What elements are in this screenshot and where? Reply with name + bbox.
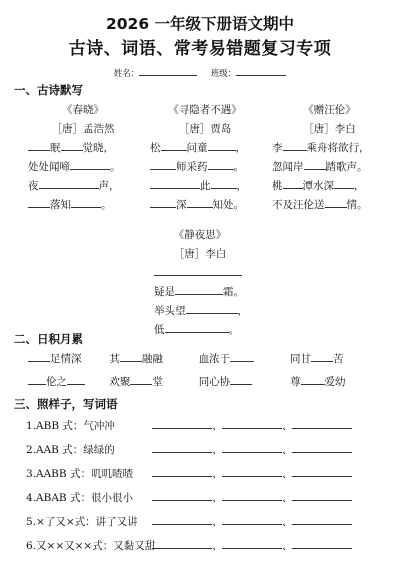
- poem-author: ［唐］李白: [303, 123, 356, 135]
- blank[interactable]: [311, 352, 333, 362]
- blank[interactable]: [152, 538, 212, 549]
- poem-line: 桃 潭水深 ，: [272, 180, 365, 192]
- exercise-abb: 1.ABB 式：气冲冲 、 、: [26, 418, 352, 433]
- poem-line: 落知 。: [28, 196, 138, 215]
- poem-chunxiao: [28, 101, 138, 215]
- blank[interactable]: [67, 375, 85, 385]
- name-label: 姓名：: [113, 69, 140, 79]
- blank[interactable]: [222, 514, 282, 525]
- exercise-you-x-you-x: 6.又××又××式：又黏又甜 、 、: [26, 538, 352, 553]
- poem-line: 李 乘舟将欲行，: [272, 142, 370, 154]
- exercise-aabb: 3.AABB 式：叽叽喳喳 、 、: [26, 466, 352, 481]
- blank[interactable]: [230, 352, 254, 362]
- blank[interactable]: [187, 198, 213, 208]
- poem-line: 低 。: [154, 324, 239, 336]
- blank[interactable]: [152, 466, 212, 477]
- idiom-row-1: 足情深 其 融融 血浓于 同甘 苦: [28, 351, 344, 366]
- blank[interactable]: [152, 442, 212, 453]
- poem-line: [140, 264, 260, 283]
- blank[interactable]: [292, 514, 352, 525]
- class-label: 班级：: [210, 69, 237, 79]
- poem-author: ［唐］贾岛: [178, 123, 232, 135]
- section-2-heading: 二、日积月累: [14, 332, 83, 346]
- exercise-abab: 4.ABAB 式：很小很小 、 、: [26, 490, 352, 505]
- blank[interactable]: [283, 141, 307, 151]
- blank[interactable]: [222, 442, 282, 453]
- name-class-line: [0, 67, 400, 79]
- poem-title: 《赠汪伦》: [303, 104, 356, 116]
- blank[interactable]: [28, 198, 50, 208]
- name-blank[interactable]: [139, 67, 197, 76]
- blank[interactable]: [28, 375, 46, 385]
- blank[interactable]: [283, 179, 303, 189]
- poem-jingyesi: [140, 226, 260, 340]
- blank[interactable]: [222, 490, 282, 501]
- blank[interactable]: [211, 179, 237, 189]
- poem-line: 疑是 霜。: [154, 286, 244, 298]
- blank[interactable]: [150, 179, 200, 189]
- blank[interactable]: [28, 352, 50, 362]
- idiom-row-2: 伦之 欢聚 堂 同心协 尊 爱幼: [28, 374, 346, 389]
- poem-line: 此 ，: [150, 177, 260, 196]
- poem-author: ［唐］李白: [173, 248, 227, 260]
- blank[interactable]: [150, 198, 176, 208]
- poem-zengwanglun: [272, 101, 387, 215]
- blank[interactable]: [292, 538, 352, 549]
- blank[interactable]: [152, 514, 212, 525]
- blank[interactable]: [152, 418, 212, 429]
- blank[interactable]: [70, 160, 110, 170]
- exercise-aab: 2.AAB 式：绿绿的 、 、: [26, 442, 352, 457]
- blank[interactable]: [150, 160, 176, 170]
- blank[interactable]: [208, 160, 234, 170]
- blank[interactable]: [222, 466, 282, 477]
- poem-title: 《寻隐者不遇》: [168, 104, 242, 116]
- poem-line: 夜 声，: [28, 180, 120, 192]
- poem-line: 举头望 ，: [154, 305, 248, 317]
- blank[interactable]: [71, 198, 101, 208]
- blank[interactable]: [230, 375, 252, 385]
- blank[interactable]: [186, 304, 238, 314]
- section-3-heading: 三、照样子，写词语: [14, 397, 118, 411]
- poem-line: 眠 觉晓，: [28, 139, 138, 158]
- blank[interactable]: [292, 442, 352, 453]
- blank[interactable]: [28, 141, 50, 151]
- poem-line: 师采药 。: [150, 158, 260, 177]
- blank[interactable]: [130, 375, 152, 385]
- blank[interactable]: [292, 466, 352, 477]
- section-1-heading: 一、古诗默写: [14, 83, 83, 97]
- title-line-2: 古诗、词语、常考易错题复习专项: [68, 39, 332, 59]
- poem-line: 深 知处。: [150, 196, 260, 215]
- blank[interactable]: [222, 418, 282, 429]
- blank[interactable]: [152, 490, 212, 501]
- poem-line: 松 问童 ，: [150, 142, 246, 154]
- exercise-x-le-you-x: 5.×了又×式：讲了又讲 、 、: [26, 514, 352, 529]
- poem-line: 忽闻岸 踏歌声。: [272, 161, 368, 173]
- blank[interactable]: [154, 266, 242, 276]
- poem-author: ［唐］孟浩然: [51, 123, 115, 135]
- poem-xunyinzhe: [150, 101, 260, 215]
- blank[interactable]: [120, 352, 142, 362]
- blank[interactable]: [39, 179, 99, 189]
- blank[interactable]: [292, 418, 352, 429]
- blank[interactable]: [161, 141, 187, 151]
- blank[interactable]: [165, 323, 229, 333]
- blank[interactable]: [325, 198, 347, 208]
- poem-line: 处处闻啼 。: [28, 161, 121, 173]
- class-blank[interactable]: [236, 67, 286, 76]
- blank[interactable]: [292, 490, 352, 501]
- blank[interactable]: [334, 179, 354, 189]
- blank[interactable]: [61, 141, 83, 151]
- blank[interactable]: [222, 538, 282, 549]
- blank[interactable]: [304, 160, 326, 170]
- blank[interactable]: [301, 375, 325, 385]
- blank[interactable]: [175, 285, 223, 295]
- title-line-1: 2026 一年级下册语文期中: [105, 15, 295, 33]
- poem-title: 《春晓》: [62, 104, 104, 116]
- blank[interactable]: [208, 141, 236, 151]
- poem-line: 不及汪伦送 情。: [272, 199, 368, 211]
- poem-title: 《静夜思》: [173, 229, 227, 241]
